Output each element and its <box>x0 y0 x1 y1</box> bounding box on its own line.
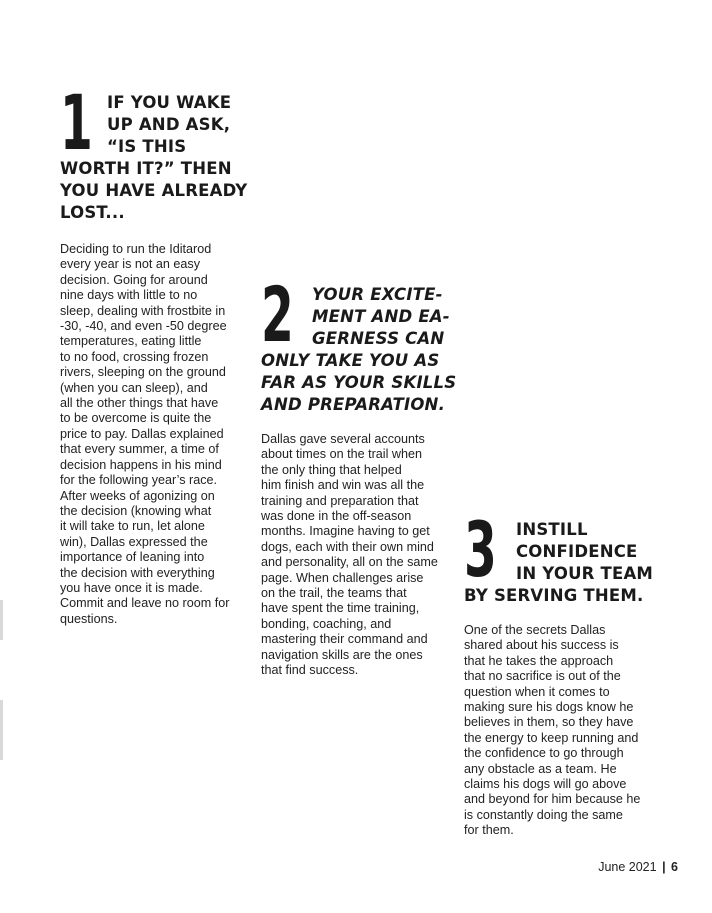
heading-line: IN YOUR TEAM <box>516 564 654 583</box>
body-line: for them. <box>464 823 514 838</box>
heading-line: MENT AND EA- <box>312 307 450 326</box>
heading-line: BY SERVING THEM. <box>464 586 644 605</box>
body-line: have spent the time training, <box>261 601 420 616</box>
heading-line: ONLY TAKE YOU AS <box>261 351 440 370</box>
body-line: Deciding to run the Iditarod <box>60 242 212 256</box>
body-line: the only thing that helped <box>261 462 402 477</box>
body-line: all the other things that have <box>60 396 219 411</box>
heading-line: FAR AS YOUR SKILLS <box>261 373 457 392</box>
body-line: the confidence to go through <box>464 746 624 761</box>
tip-1-heading <box>60 78 256 224</box>
tip-3 <box>464 505 664 839</box>
heading-line: INSTILL <box>516 520 588 539</box>
tip-1-body <box>60 242 256 627</box>
heading-line: GERNESS CAN <box>312 329 445 348</box>
body-line: win), Dallas expressed the <box>60 534 208 549</box>
tip-3-heading <box>464 505 664 607</box>
tip-2-body <box>261 432 457 679</box>
body-line: decision happens in his mind <box>60 457 222 472</box>
tip-1 <box>60 78 256 627</box>
body-line: shared about his success is <box>464 638 619 653</box>
heading-line: LOST... <box>60 203 125 222</box>
body-line: that find success. <box>261 663 359 678</box>
body-line: to be overcome is quite the <box>60 411 212 426</box>
body-line: and personality, all on the same <box>261 555 438 570</box>
tip-3-body <box>464 623 664 839</box>
body-line: making sure his dogs know he <box>464 700 634 715</box>
edge-mark <box>0 700 3 760</box>
body-line: that he takes the approach <box>464 653 614 668</box>
body-line: Commit and leave no room for <box>60 596 230 611</box>
body-line: bonding, coaching, and <box>261 616 392 631</box>
heading-line: IF YOU WAKE <box>107 93 232 112</box>
tip-1-number: 1 <box>60 78 93 167</box>
body-line: every year is not an easy <box>60 257 201 272</box>
body-line: decision. Going for around <box>60 272 208 287</box>
body-line: One of the secrets Dallas <box>464 623 606 637</box>
tip-2 <box>261 270 457 679</box>
body-line: the decision with everything <box>60 565 215 580</box>
body-line: sleep, dealing with frostbite in <box>60 303 226 318</box>
body-line: training and preparation that <box>261 493 419 508</box>
body-line: him finish and win was all the <box>261 478 425 493</box>
body-line: that no sacrifice is out of the <box>464 669 621 684</box>
body-line: it will take to run, let alone <box>60 519 205 534</box>
tip-3-number: 3 <box>464 505 497 594</box>
page-number: 6 <box>671 860 678 874</box>
heading-line: WORTH IT?” THEN <box>60 159 232 178</box>
heading-line: CONFIDENCE <box>516 542 638 561</box>
body-line: was done in the off-season <box>261 509 412 524</box>
footer-separator: | <box>662 860 666 874</box>
body-line: importance of leaning into <box>60 550 205 565</box>
body-line: -30, -40, and even -50 degree <box>60 319 227 334</box>
body-line: rivers, sleeping on the ground <box>60 365 226 380</box>
body-line: that every summer, a time of <box>60 442 219 457</box>
body-line: nine days with little to no <box>60 288 198 303</box>
body-line: for the following year’s race. <box>60 473 218 488</box>
body-line: question when it comes to <box>464 684 610 699</box>
tip-2-heading <box>261 270 457 416</box>
body-line: the energy to keep running and <box>464 730 639 745</box>
body-line: the decision (knowing what <box>60 503 212 518</box>
body-line: dogs, each with their own mind <box>261 539 434 554</box>
body-line: page. When challenges arise <box>261 570 424 585</box>
body-line: to no food, crossing frozen <box>60 349 209 364</box>
body-line: questions. <box>60 611 118 626</box>
tip-2-number: 2 <box>261 270 294 359</box>
page-footer <box>598 860 678 874</box>
heading-line: YOUR EXCITE- <box>312 285 443 304</box>
body-line: months. Imagine having to get <box>261 524 430 539</box>
body-line: and beyond for him because he <box>464 792 641 807</box>
edge-mark <box>0 600 3 640</box>
heading-line: YOU HAVE ALREADY <box>60 181 248 200</box>
heading-line: UP AND ASK, <box>107 115 231 134</box>
body-line: on the trail, the teams that <box>261 586 407 601</box>
heading-line: AND PREPARATION. <box>261 395 446 414</box>
body-line: about times on the trail when <box>261 447 423 462</box>
body-line: price to pay. Dallas explained <box>60 426 224 441</box>
body-line: is constantly doing the same <box>464 807 623 822</box>
body-line: (when you can sleep), and <box>60 380 208 395</box>
body-line: mastering their command and <box>261 632 428 647</box>
issue-date: June 2021 <box>598 860 657 874</box>
body-line: any obstacle as a team. He <box>464 761 617 776</box>
body-line: claims his dogs will go above <box>464 777 627 792</box>
body-line: you have once it is made. <box>60 580 203 595</box>
body-line: Dallas gave several accounts <box>261 432 425 446</box>
body-line: After weeks of agonizing on <box>60 488 215 503</box>
body-line: temperatures, eating little <box>60 334 202 349</box>
body-line: navigation skills are the ones <box>261 647 423 662</box>
heading-line: “IS THIS <box>107 137 187 156</box>
body-line: believes in them, so they have <box>464 715 634 730</box>
